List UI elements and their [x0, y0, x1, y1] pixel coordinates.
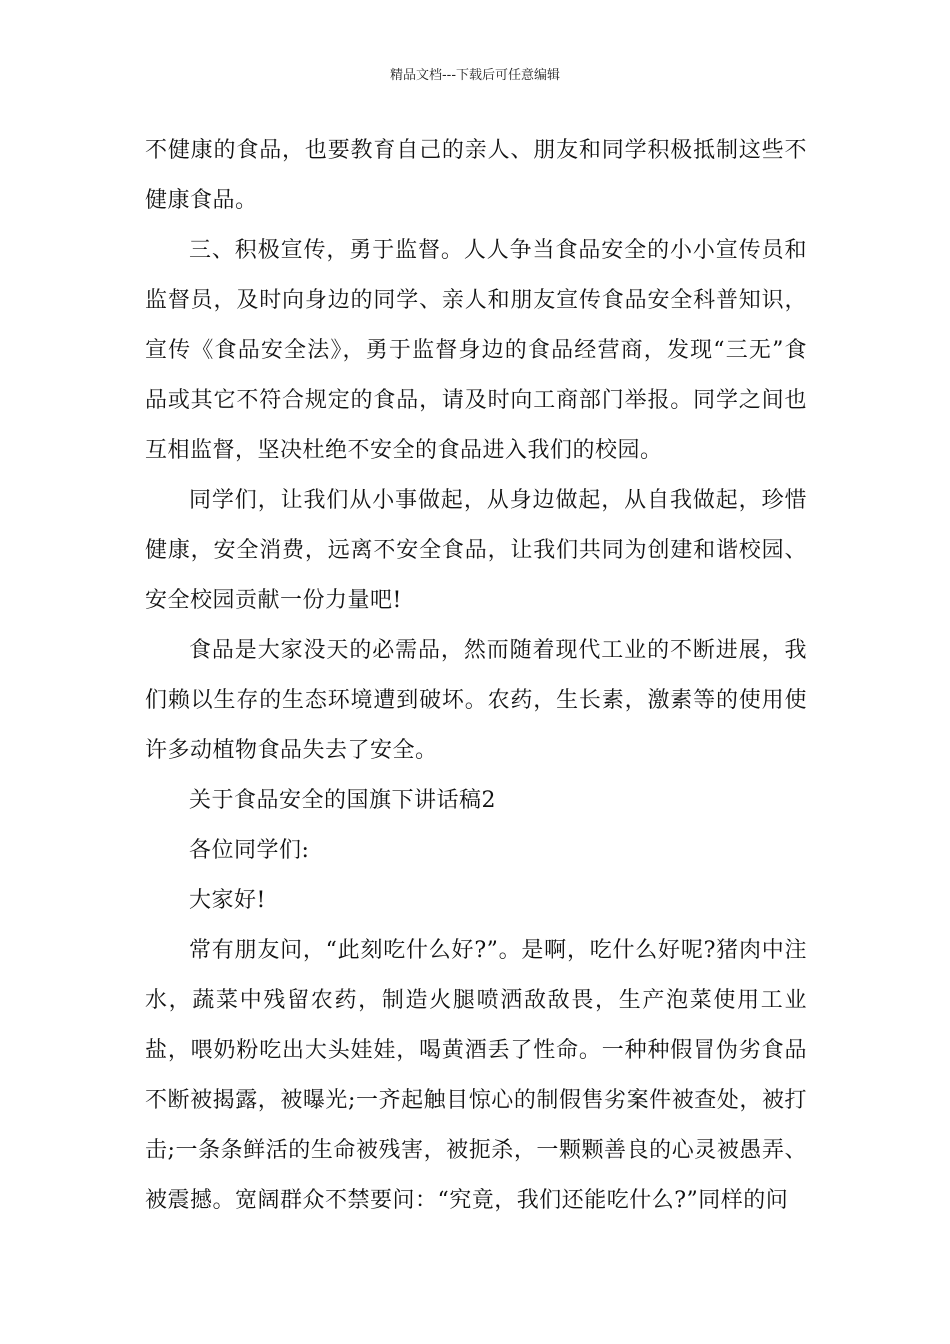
section-title: 关于食品安全的国旗下讲话稿2 — [189, 788, 496, 813]
document-body — [145, 126, 807, 1226]
paragraph-5: 常有朋友问，“此刻吃什么好?”。是啊，吃什么好呢?猪肉中注水，蔬菜中残留农药，制造火腿喷洒敌敌畏，生产泡菜使用工业盐，喂奶粉吃出大头娃娃，喝黄酒丢了性命。一种种假冒伪劣食品不断被揭露，被曝光;一齐起触目惊心的制假售劣案件被查处，被打击;一条条鲜活的生命被残害，被扼杀，一颗颗善良的心灵被愚弄、被震撼。宽阔群众不禁要问：“究竟，我们还能吃什么?”同样的问 — [145, 938, 807, 1213]
paragraph-3: 同学们，让我们从小事做起，从身边做起，从自我做起，珍惜健康，安全消费，远离不安全食品，让我们共同为创建和谐校园、安全校园贡献一份力量吧! — [145, 488, 807, 613]
paragraph-4: 食品是大家没天的必需品，然而随着现代工业的不断进展，我们赖以生存的生态环境遭到破坏。农药，生长素，激素等的使用使许多动植物食品失去了安全。 — [145, 638, 807, 763]
greeting: 大家好! — [189, 888, 266, 913]
paragraph-2: 三、积极宣传，勇于监督。人人争当食品安全的小小宣传员和监督员，及时向身边的同学、亲人和朋友宣传食品安全科普知识，宣传《食品安全法》，勇于监督身边的食品经营商，发现“三无”食品或其它不符合规定的食品，请及时向工商部门举报。同学之间也互相监督，坚决杜绝不安全的食品进入我们的校园。 — [145, 238, 807, 463]
salutation: 各位同学们: — [189, 838, 310, 863]
page-header: 精品文档---下载后可任意编辑 — [389, 68, 561, 83]
paragraph-1: 不健康的食品，也要教育自己的亲人、朋友和同学积极抵制这些不健康食品。 — [145, 138, 807, 213]
